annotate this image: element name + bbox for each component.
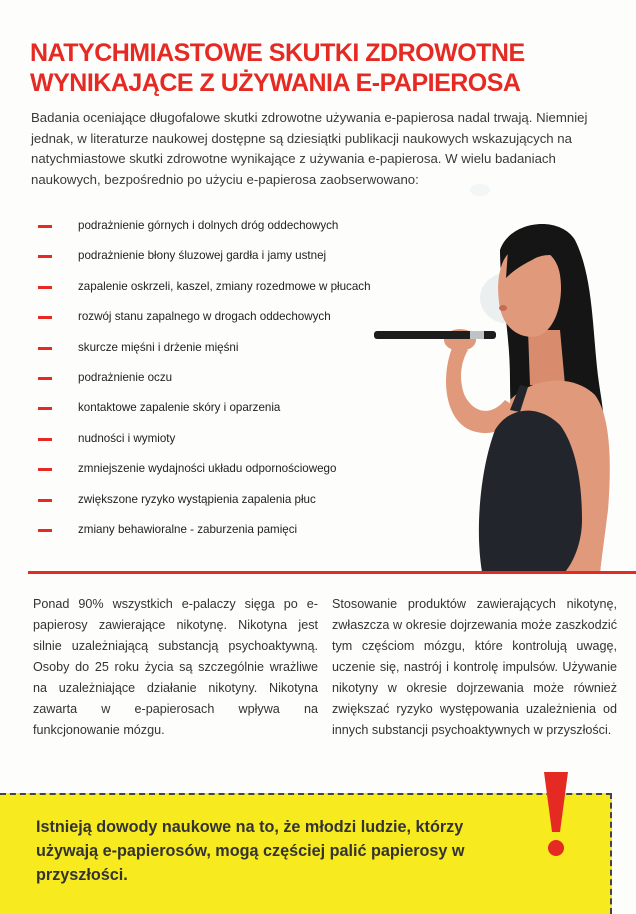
vapor-cloud xyxy=(470,184,490,196)
red-dash-icon xyxy=(38,286,52,289)
red-dash-icon xyxy=(38,529,52,532)
effect-label: kontaktowe zapalenie skóry i oparzenia xyxy=(78,401,281,415)
lips xyxy=(499,305,507,311)
effect-label: podrażnienie oczu xyxy=(78,370,173,384)
page-title xyxy=(30,38,590,98)
effect-label: podrażnienie górnych i dolnych dróg oddechowych xyxy=(78,219,339,232)
red-dash-icon xyxy=(38,499,52,502)
woman-vaping-illustration xyxy=(360,180,636,572)
effect-label: zmiany behawioralne - zaburzenia pamięci xyxy=(78,522,298,536)
left-column-text: Ponad 90% wszystkich e-palaczy sięga po e-papierosy zawierające nikotynę. Nikotyna jest silnie uzależniającą substancją psychoaktywną. Osoby do 25 roku życia są szczególnie wrażliwe na uzależniające działanie nikotyny. Nikotyna zawarta w e-papierosach wpływa na funkcjonowanie mózgu. xyxy=(33,597,318,737)
red-dash-icon xyxy=(38,347,52,350)
effect-label: skurcze mięśni i drżenie mięśni xyxy=(78,340,239,354)
e-cigarette-tip xyxy=(470,331,484,339)
intro-paragraph: Badania oceniające długofalowe skutki zdrowotne używania e-papierosa nadal trwają. Niemniej jednak, w literaturze naukowej dostępne są dziesiątki publikacji naukowych wskazujących na natychmiastowe skutki zdrowotne wynikające z używania e-papierosa. W wielu badaniach naukowych, bezpośrednio po użyciu e-papierosa zaobserwowano: xyxy=(31,110,588,187)
red-dash-icon xyxy=(38,407,52,410)
red-dash-icon xyxy=(38,468,52,471)
red-dash-icon xyxy=(38,377,52,380)
red-dash-icon xyxy=(38,255,52,258)
red-dash-icon xyxy=(38,438,52,441)
neck xyxy=(528,330,565,385)
callout-text: Istnieją dowody naukowe na to, że młodzi ludzie, którzy używają e-papierosów, mogą częściej palić papierosy w przyszłości. xyxy=(36,818,465,884)
effect-label: nudności i wymioty xyxy=(78,431,176,445)
effect-label: zwiększone ryzyko wystąpienia zapalenia płuc xyxy=(78,492,316,506)
effect-label: podrażnienie błony śluzowej gardła i jamy ustnej xyxy=(78,249,327,263)
effect-label: zapalenie oskrzeli, kaszel, zmiany rozedmowe w płucach xyxy=(78,279,371,293)
red-dash-icon xyxy=(38,316,52,319)
title-line-2: WYNIKAJĄCE Z UŻYWANIA E-PAPIEROSA xyxy=(30,69,521,97)
title-line-1: NATYCHMIASTOWE SKUTKI ZDROWOTNE xyxy=(30,39,525,67)
red-dash-icon xyxy=(38,225,52,228)
section-divider xyxy=(28,571,636,574)
effect-label: rozwój stanu zapalnego w drogach oddechowych xyxy=(78,310,331,324)
effect-label: zmniejszenie wydajności układu odpornościowego xyxy=(78,462,337,476)
exclamation-icon xyxy=(530,770,580,860)
right-column-text: Stosowanie produktów zawierających nikotynę, zwłaszcza w okresie dojrzewania może zaszkodzić tym częściom mózgu, które kontrolują uwagę, uczenie się, nastrój i kontrolę impulsów. Używanie nikotyny w okresie dojrzewania może również zwiększać ryzyko występowania uzależnienia od innych substancji psychoaktywnych w przyszłości. xyxy=(332,597,617,737)
